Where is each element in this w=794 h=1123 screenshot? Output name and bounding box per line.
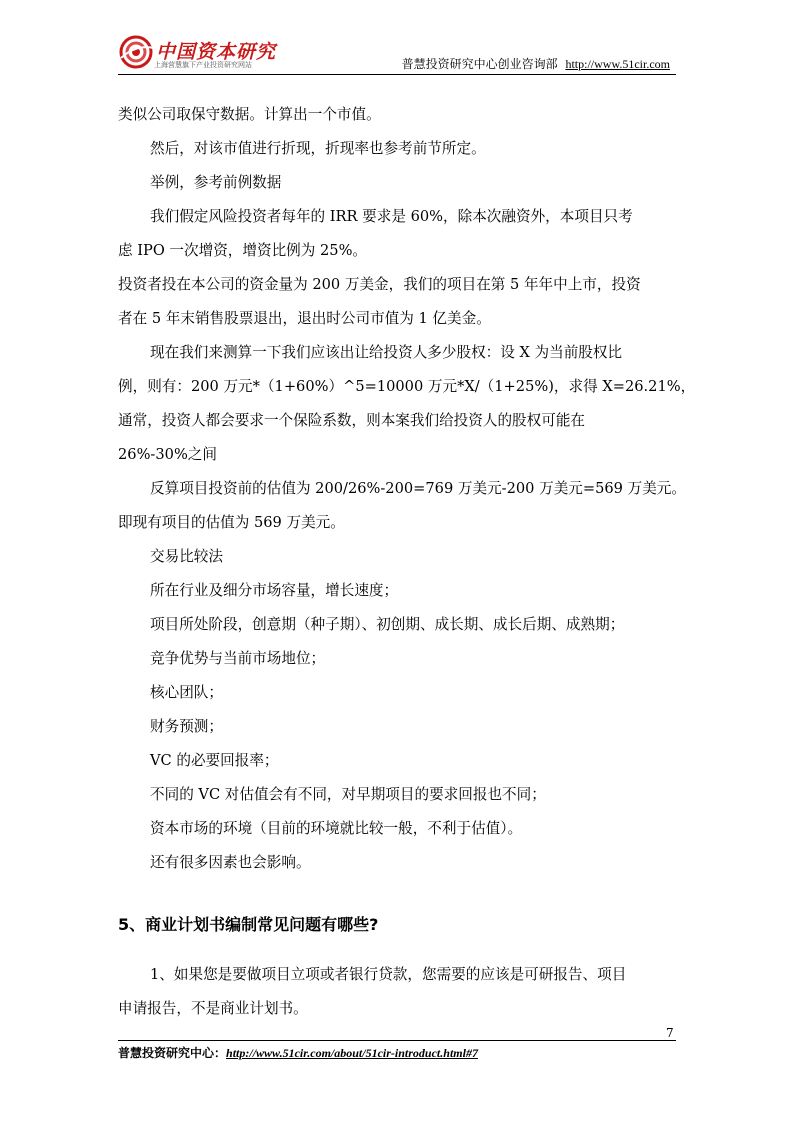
- paragraph: 然后，对该市值进行折现，折现率也参考前节所定。: [150, 140, 486, 157]
- paragraph: 不同的 VC 对估值会有不同，对早期项目的要求回报也不同；: [150, 786, 546, 803]
- page-footer: [118, 1040, 676, 1061]
- site-logo[interactable]: [118, 34, 278, 74]
- paragraph: 所在行业及细分市场容量，增长速度；: [150, 582, 399, 599]
- paragraph: 竞争优势与当前市场地位；: [150, 650, 326, 667]
- paragraph: 核心团队；: [150, 684, 223, 701]
- paragraph: 还有很多因素也会影响。: [150, 854, 311, 871]
- paragraph: 通常，投资人都会要求一个保险系数，则本案我们给投资人的股权可能在: [118, 412, 586, 429]
- paragraph: 申请报告，不是商业计划书。: [118, 1000, 308, 1017]
- paragraph: 例，则有：200 万元*（1+60%）^5=10000 万元*X/（1+25%)，求得 X=26.21%，: [118, 378, 696, 395]
- paragraph: 项目所处阶段，创意期（种子期）、初创期、成长期、成长后期、成熟期；: [150, 616, 625, 633]
- paragraph: 26%-30%之间: [118, 446, 217, 463]
- paragraph: 虑 IPO 一次增资，增资比例为 25%。: [118, 242, 368, 259]
- paragraph: 类似公司取保守数据。计算出一个市值。: [118, 106, 381, 123]
- paragraph: 1、如果您是要做项目立项或者银行贷款，您需要的应该是可研报告、项目: [150, 966, 627, 983]
- paragraph: 财务预测；: [150, 718, 223, 735]
- paragraph: 即现有项目的估值为 569 万美元。: [118, 514, 345, 531]
- body-content: [118, 98, 696, 880]
- paragraph: 投资者投在本公司的资金量为 200 万美金，我们的项目在第 5 年年中上市，投资: [118, 276, 641, 293]
- paragraph: 者在 5 年末销售股票退出，退出时公司市值为 1 亿美金。: [118, 310, 491, 327]
- logo-swirl-icon: [118, 34, 158, 70]
- page-header: [118, 30, 676, 75]
- paragraph: 现在我们来测算一下我们应该出让给投资人多少股权：设 X 为当前股权比: [150, 344, 623, 361]
- logo-name: 中国资本研究: [156, 41, 277, 63]
- header-info: [402, 55, 670, 72]
- footer-url-link[interactable]: http://www.51cir.com/about/51cir-introduct.html#7: [226, 1046, 478, 1060]
- paragraph: 资本市场的环境（目前的环境就比较一般，不利于估值）。: [150, 820, 523, 837]
- paragraph: 我们假定风险投资者每年的 IRR 要求是 60%，除本次融资外，本项目只考: [150, 208, 633, 225]
- paragraph: 举例，参考前例数据: [150, 174, 282, 191]
- paragraph: 反算项目投资前的估值为 200/26%-200=769 万美元-200 万美元=569 万美元。: [150, 480, 686, 497]
- page-number: 7: [666, 1026, 674, 1040]
- footer-label: 普慧投资研究中心：: [118, 1046, 227, 1060]
- paragraph: 交易比较法: [150, 548, 223, 565]
- section-heading: 5、商业计划书编制常见问题有哪些?: [118, 915, 379, 934]
- section-content: [118, 958, 678, 1026]
- header-url-link[interactable]: http://www.51cir.com: [565, 57, 670, 71]
- paragraph: VC 的必要回报率；: [150, 752, 279, 769]
- logo-tagline: 上海营慧旗下产业投资研究网站: [154, 61, 252, 69]
- header-center-name: 普慧投资研究中心创业咨询部: [401, 57, 558, 71]
